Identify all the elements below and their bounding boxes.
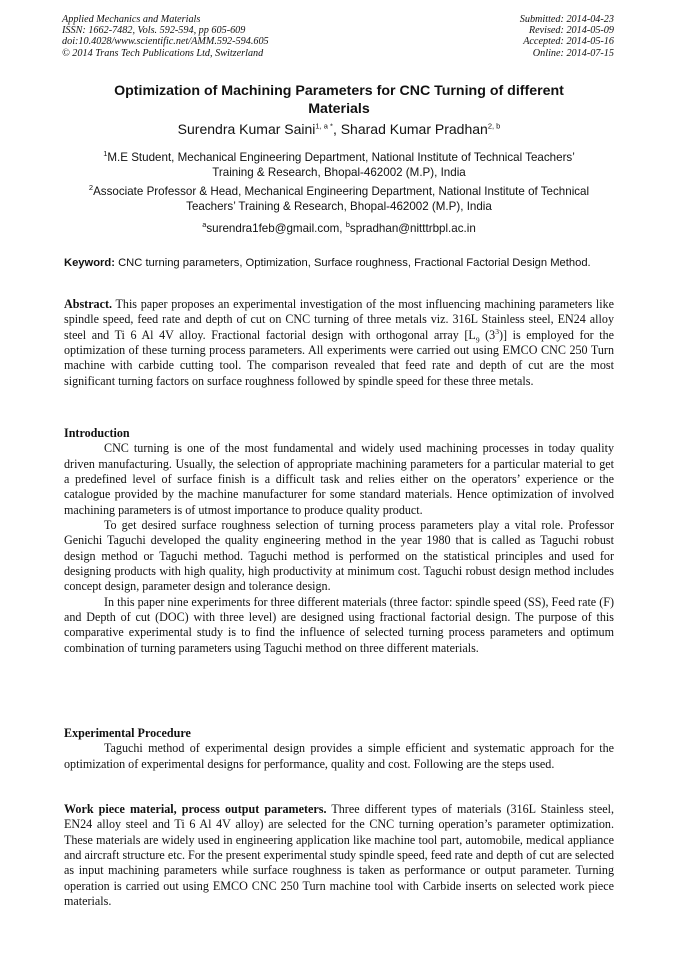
author-1: Surendra Kumar Saini [177, 121, 316, 137]
abstract-text-1: This paper proposes an experimental investigation of the most influencing machining parameters like spindle speed, feed rate and depth of cut on CNC turning of three metals viz. 316L Stainless steel, EN24 alloy steel and Ti 6 Al 4V alloy. Fractional factorial design with orthogonal array [L [64, 297, 614, 342]
journal-name: Applied Mechanics and Materials [62, 14, 201, 25]
workpiece-label: Work piece material, process output parameters. [64, 802, 327, 816]
abstract-paragraph [64, 297, 614, 389]
affiliation-2-line-2: Teachers’ Training & Research, Bhopal-462002 (M.P), India [186, 200, 492, 213]
experimental-section [64, 726, 614, 772]
accepted-date: Accepted: 2014-05-16 [523, 36, 614, 48]
abstract-text-3: )] is employed for the optimization of these turning process parameters. All experiments were carried out using EMCO CNC 250 Turn machine with carbide cutting tool. The comparison revealed that feed rate and depth of cut are the most significant turning factors on surface roughness followed by spindle speed for these three metals. [64, 327, 615, 388]
paper-title [64, 82, 614, 118]
doi-link[interactable]: doi:10.4028/www.scientific.net/AMM.592-594.605 [62, 36, 269, 48]
abstract-superscript: 3 [495, 326, 499, 336]
abstract-label: Abstract. [64, 297, 113, 311]
abstract-subscript: 9 [475, 335, 480, 345]
affiliation-2-number: 2 [88, 183, 94, 193]
title-line-2: Materials [308, 101, 370, 117]
author-separator: , [332, 121, 341, 137]
workpiece-section [64, 802, 614, 909]
issn-line: ISSN: 1662-7482, Vols. 592-594, pp 605-609 [62, 25, 246, 37]
affiliation-1 [64, 150, 614, 180]
workpiece-text: Three different types of materials (316L Stainless steel, EN24 alloy steel and Ti 6 Al 4V alloy) are selected for the CNC turning operation’s parameter optimization. These materials are widely used in engineering application like machine tool part, automobile, medical appliance and aircraft structure etc. For the present experimental study spindle speed, feed rate and depth of cut are selected as input machining parameters while surface roughness is taken as performance or output parameter. Turning operation is carried out using EMCO CNC 250 Turn machine tool with Carbide inserts on selected work piece materials. [64, 802, 614, 909]
email-b[interactable]: spradhan@nitttrbpl.ac.in [349, 222, 476, 235]
affiliation-1-line-2: Training & Research, Bhopal-462002 (M.P), India [212, 166, 466, 179]
affiliation-1-number: 1 [103, 149, 108, 159]
affiliation-2 [64, 184, 614, 214]
keyword-text: CNC turning parameters, Optimization, Surface roughness, Fractional Factorial Design Method. [114, 257, 591, 269]
introduction-paragraph-2: To get desired surface roughness selection of turning process parameters play a vital role. Professor Genichi Taguchi developed the quality engineering method in the year 1980 that is called as Taguchi robust design method or Taguchi method. Taguchi method is performed on the statistical principles and used for designing products with high quality, high productivity at minimum cost. Taguchi robust design method includes concept design, parameter design and tolerance design. [64, 518, 614, 594]
workpiece-paragraph [64, 802, 614, 909]
abstract-section [64, 297, 614, 389]
email-a-marker: a [202, 220, 207, 230]
keywords [64, 256, 614, 271]
keyword-label: Keyword: [64, 257, 115, 269]
copyright-line: © 2014 Trans Tech Publications Ltd, Switzerland [62, 47, 264, 59]
online-date: Online: 2014-07-15 [532, 47, 614, 59]
journal-info [62, 14, 269, 59]
experimental-heading: Experimental Procedure [64, 726, 191, 740]
experimental-paragraph-1: Taguchi method of experimental design provides a simple efficient and systematic approach for the optimization of experimental designs for performance, quality and cost. Following are the steps used. [64, 741, 614, 771]
author-1-marker: 1, a * [315, 121, 333, 131]
revised-date: Revised: 2014-05-09 [528, 25, 614, 37]
title-line-1: Optimization of Machining Parameters for CNC Turning of different [114, 83, 564, 99]
email-a[interactable]: surendra1feb@gmail.com, [206, 222, 346, 235]
submitted-date: Submitted: 2014-04-23 [519, 14, 614, 25]
affiliation-2-line-1: Associate Professor & Head, Mechanical Engineering Department, National Institute of Technical [93, 185, 590, 198]
introduction-section [64, 426, 614, 656]
author-emails [64, 221, 614, 236]
affiliation-1-line-1: M.E Student, Mechanical Engineering Department, National Institute of Technical Teachers’ [107, 151, 575, 164]
email-b-marker: b [345, 220, 350, 230]
author-2-marker: 2, b [487, 121, 501, 131]
abstract-text-2: (3 [479, 327, 496, 342]
author-list [64, 120, 614, 138]
author-2: Sharad Kumar Pradhan [340, 121, 488, 137]
introduction-heading: Introduction [64, 426, 130, 440]
introduction-paragraph-3: In this paper nine experiments for three different materials (three factor: spindle speed (SS), Feed rate (F) and Depth of cut (DOC) with three level) are designed using fractional factorial design. The purpose of this comparative experimental study is to find the influence of selected turning process parameters and optimum combination of turning parameters using Taguchi method on three different materials. [64, 594, 614, 655]
introduction-paragraph-1: CNC turning is one of the most fundamental and widely used machining processes in today quality driven manufacturing. Usually, the selection of appropriate machining parameters for a particular material to get a predefined level of surface finish is a difficult task and relies either on the operators’ experience or the catalogue provided by the machine manufacturer for some standard materials. Hence optimization of involved machining parameters is of utmost importance to produce quality product. [64, 441, 614, 517]
publication-dates [520, 14, 614, 59]
